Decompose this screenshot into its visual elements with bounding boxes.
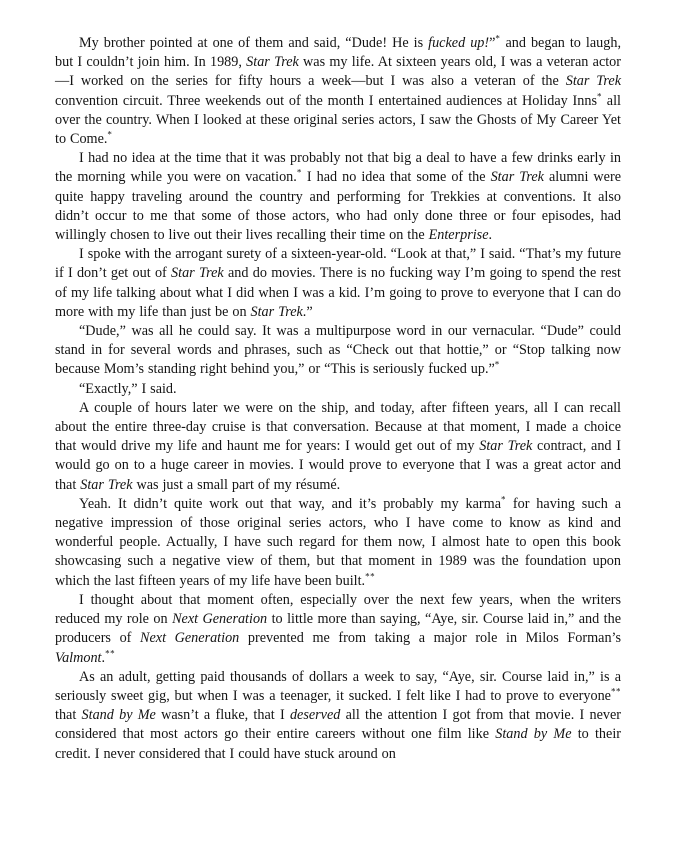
body-text: ”	[489, 35, 496, 51]
body-text: My brother pointed at one of them and said, “Dude! He is	[79, 35, 429, 51]
footnote-marker: *	[501, 494, 506, 505]
paragraph	[55, 399, 621, 495]
paragraph	[55, 591, 621, 668]
footnote-marker: **	[365, 570, 376, 581]
body-text: As an adult, getting paid thousands of dollars a week to say, “Aye, sir. Course laid in,” is a seriously sweet gig, but when I was a teenager, it sucked. I felt like I had to prove to everyone	[55, 668, 621, 704]
italic-text: Star Trek	[171, 265, 224, 282]
footnote-marker: *	[296, 167, 302, 178]
italic-text: Star Trek	[246, 54, 299, 71]
italic-text: Star Trek	[565, 73, 621, 90]
body-text: “Dude,” was all he could say. It was a multipurpose word in our vernacular. “Dude” could stand in for several words and phrases, such as “Check out that hottie,” or “Stop talking now because Mom’s standing right behind you,” or “This is seriously fucked up.”	[55, 323, 621, 378]
paragraph	[55, 380, 621, 399]
italic-text: Next Generation	[140, 630, 240, 647]
italic-text: Valmont	[55, 649, 102, 666]
body-text: I thought about that moment often, especially over the next few years, when the writers reduced my role on	[55, 591, 621, 628]
page-text	[55, 34, 621, 764]
body-text: .	[101, 649, 106, 666]
footnote-marker: **	[611, 686, 621, 697]
italic-text: Star Trek	[479, 438, 533, 455]
body-text: contract, and I would go on to a huge career in movies. I would prove to everyone that I was a great actor and that	[55, 438, 621, 493]
body-text: to their credit. I never considered that I could have stuck around on	[55, 726, 621, 762]
paragraph	[55, 34, 621, 149]
body-text: convention circuit. Three weekends out of the month I entertained audiences at Holiday Inns	[55, 92, 597, 109]
italic-text: deserved	[289, 707, 341, 724]
body-text: .	[488, 227, 493, 244]
italic-text: Star Trek	[250, 303, 303, 320]
footnote-marker: *	[596, 90, 602, 101]
paragraph	[55, 245, 621, 322]
paragraph	[55, 495, 621, 591]
footnote-marker: *	[107, 129, 113, 140]
body-text: that	[55, 707, 82, 724]
body-text: all the attention I got from that movie. I never considered that most actors go their entire careers without one film like	[55, 707, 621, 743]
body-text: prevented me from taking a major role in Milos Forman’s	[239, 630, 621, 647]
italic-text: Enterprise	[428, 227, 489, 244]
italic-text: Stand by Me	[81, 707, 156, 724]
paragraph	[55, 322, 621, 380]
body-text: all over the country. When I looked at these original series actors, I saw the Ghosts of My Career Yet to Come.	[55, 92, 621, 148]
body-text: I had no idea at the time that it was probably not that big a deal to have a few drinks early in the morning while you were on vacation.	[55, 150, 621, 186]
body-text: .”	[302, 303, 313, 320]
paragraph	[55, 668, 621, 764]
italic-text: Star Trek	[80, 476, 133, 493]
footnote-marker: **	[105, 647, 116, 658]
body-text: was just a small part of my résumé.	[132, 476, 341, 493]
body-text: Yeah. It didn’t quite work out that way, and it’s probably my karma	[79, 495, 501, 512]
body-text: and began to laugh, but I couldn’t join him. In 1989,	[55, 35, 621, 71]
body-text: for having such a negative impression of those original series actors, who I have come to know as kind and wonderful people. Actually, I have such regard for them now, I almost hate to open this book showcasing such a negative view of them, but that moment in 1989 was the foundation upon which the last fifteen years of my life have been built.	[55, 495, 621, 589]
body-text: I spoke with the arrogant surety of a sixteen-year-old. “Look at that,” I said. “That’s my future if I don’t get out of	[55, 246, 621, 282]
body-text: A couple of hours later we were on the ship, and today, after fifteen years, all I can recall about the entire three-day cruise is that conversation. Because at that moment, I made a choice that would drive my life and haunt me for years: I would get out of my	[55, 399, 621, 455]
footnote-marker: *	[495, 33, 501, 44]
body-text: wasn’t a fluke, that I	[155, 707, 290, 724]
italic-text: Next Generation	[172, 611, 268, 628]
italic-text: fucked up!	[428, 35, 490, 51]
body-text: to little more than saying, “Aye, sir. Course laid in,” and the producers of	[55, 611, 621, 647]
footnote-marker: *	[494, 359, 500, 370]
body-text: and do movies. There is no fucking way I’m going to spend the rest of my life talking about what I did when I was a kid. I’m going to prove to everyone that I can do more with my life than just be on	[55, 265, 622, 320]
body-text: was my life. At sixteen years old, I was a veteran actor—I worked on the series for fifty hours a week—but I was also a veteran of the	[55, 54, 622, 90]
body-text: alumni were quite happy traveling around the country and performing for Trekkies at conventions. It also didn’t occur to me that some of those actors, who had only done three or four episodes, had willingly chosen to live out their lives recalling their time on the	[55, 169, 621, 244]
body-text: I had no idea that some of the	[301, 169, 491, 186]
italic-text: Star Trek	[490, 169, 544, 186]
paragraph	[55, 149, 621, 245]
italic-text: Stand by Me	[495, 726, 572, 743]
body-text: “Exactly,” I said.	[79, 380, 177, 397]
